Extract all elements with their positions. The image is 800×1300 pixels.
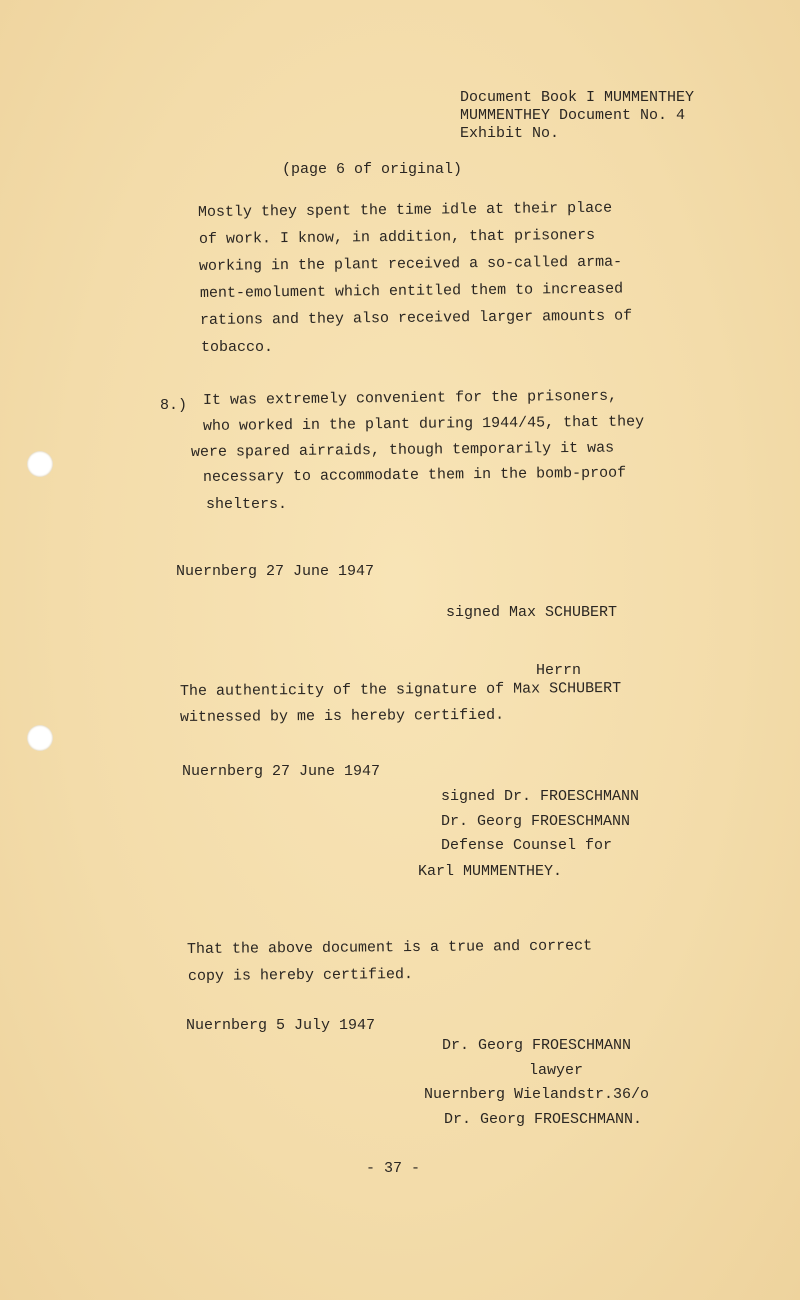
para8-line: who worked in the plant during 1944/45, that they (202, 413, 645, 435)
para8-line: shelters. (206, 496, 288, 513)
para8-number: 8.) (160, 397, 188, 414)
date-line-3: Nuernberg 5 July 1947 (186, 1017, 376, 1034)
lawyer-line: Nuernberg Wielandstr.36/o (424, 1086, 650, 1103)
signature-schubert: signed Max SCHUBERT (446, 604, 618, 621)
para8-line: necessary to accommodate them in the bomb-proof (202, 464, 627, 486)
para1-line: ment-emolument which entitled them to increased (199, 280, 624, 302)
herrn-insertion: Herrn (536, 662, 582, 679)
lawyer-line: lawyer (529, 1062, 584, 1079)
header-line-2: MUMMENTHEY Document No. 4 (460, 107, 686, 124)
copy-line: copy is hereby certified. (187, 966, 414, 985)
header-line-1: Document Book I MUMMENTHEY (460, 89, 695, 106)
para1-line: of work. I know, in addition, that prisoners (198, 226, 596, 248)
copy-line: That the above document is a true and correct (186, 937, 593, 958)
para1-line: working in the plant received a so-called arma- (198, 253, 623, 275)
para1-line: tobacco. (201, 339, 274, 356)
para8-line: were spared airraids, though temporarily it was (190, 439, 615, 461)
header-line-3: Exhibit No. (460, 125, 560, 142)
certification-line: witnessed by me is hereby certified. (179, 706, 505, 726)
certification-line: The authenticity of the signature of Max SCHUBERT (179, 679, 622, 700)
date-line-1: Nuernberg 27 June 1947 (176, 563, 375, 580)
para1-line: Mostly they spent the time idle at their place (197, 199, 613, 221)
counsel-line: Karl MUMMENTHEY. (418, 863, 563, 880)
para1-line: rations and they also received larger amounts of (199, 307, 633, 329)
counsel-line: signed Dr. FROESCHMANN (441, 788, 640, 805)
punch-hole-lower (27, 725, 53, 751)
page-number: - 37 - (366, 1160, 421, 1177)
lawyer-line: Dr. Georg FROESCHMANN (442, 1037, 632, 1054)
counsel-line: Defense Counsel for (441, 837, 613, 854)
page-reference: (page 6 of original) (282, 161, 463, 178)
counsel-line: Dr. Georg FROESCHMANN (441, 813, 631, 830)
punch-hole-upper (27, 451, 53, 477)
lawyer-line: Dr. Georg FROESCHMANN. (444, 1111, 643, 1128)
para8-line: It was extremely convenient for the prisoners, (202, 387, 618, 409)
date-line-2: Nuernberg 27 June 1947 (182, 763, 381, 780)
